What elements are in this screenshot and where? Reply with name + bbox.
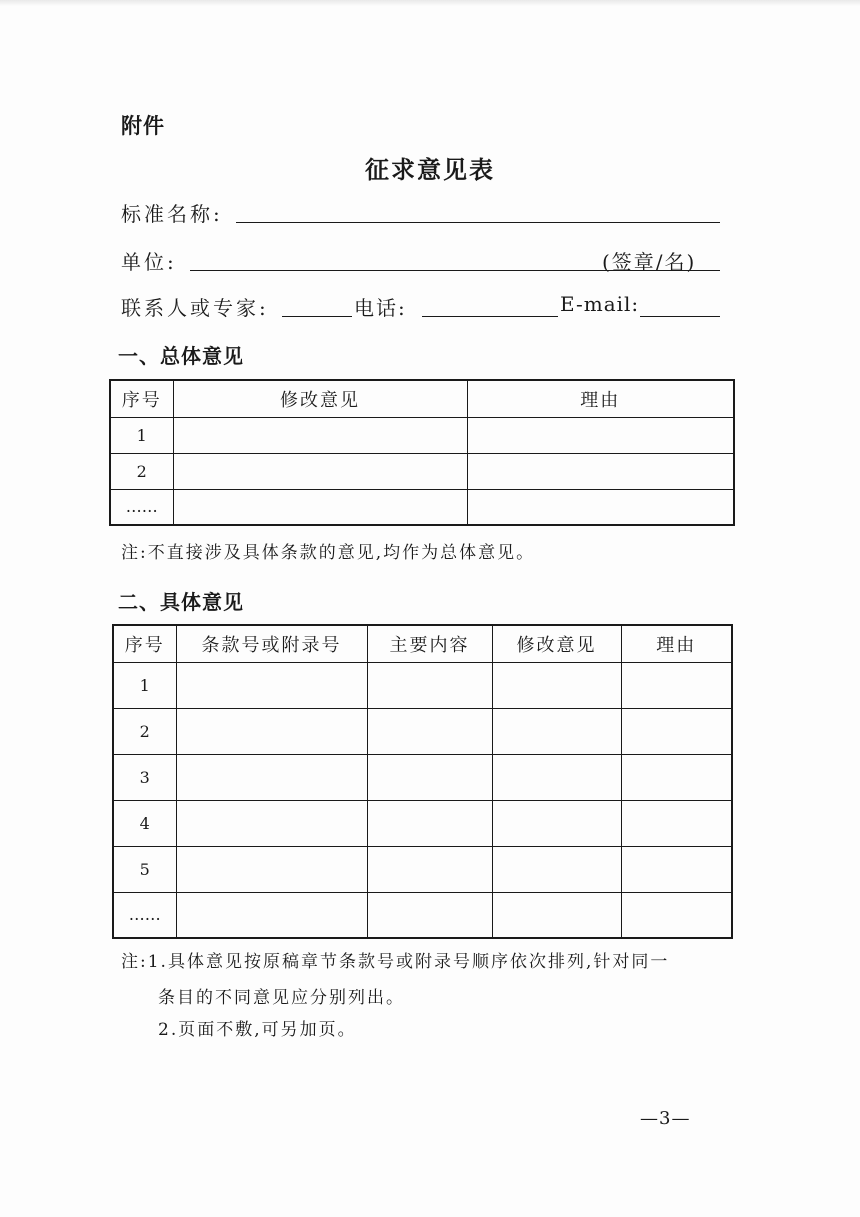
column-header: 修改意见: [173, 380, 467, 417]
row-index: 3: [113, 754, 176, 800]
general-opinions-table: [109, 379, 735, 526]
table-row: [110, 453, 734, 489]
row-index: 1: [110, 417, 173, 453]
table-cell[interactable]: [467, 417, 734, 453]
table-cell[interactable]: [176, 754, 367, 800]
column-header: 理由: [621, 625, 732, 662]
table-cell[interactable]: [367, 846, 492, 892]
column-header: 修改意见: [492, 625, 621, 662]
table-cell[interactable]: [492, 846, 621, 892]
table-row: [113, 708, 732, 754]
email-label: E-mail:: [560, 292, 640, 316]
row-index: 4: [113, 800, 176, 846]
table-header-row: [113, 625, 732, 662]
table-cell[interactable]: [173, 489, 467, 525]
table-cell[interactable]: [621, 800, 732, 846]
document-title: 征求意见表: [365, 155, 495, 184]
table-header-row: [110, 380, 734, 417]
table-cell[interactable]: [492, 708, 621, 754]
table-cell[interactable]: [173, 417, 467, 453]
row-index: 2: [110, 453, 173, 489]
table-row: [113, 662, 732, 708]
table-cell[interactable]: [176, 892, 367, 938]
row-index: 2: [113, 708, 176, 754]
table-cell[interactable]: [367, 754, 492, 800]
row-index: 1: [113, 662, 176, 708]
table-row: [113, 754, 732, 800]
standard-name-label: 标准名称:: [121, 202, 223, 226]
general-opinions-note: 注:不直接涉及具体条款的意见,均作为总体意见。: [121, 543, 536, 563]
specific-opinions-table: [112, 624, 733, 939]
unit-signature-hint: (签章/名): [602, 250, 697, 274]
table-cell[interactable]: [492, 662, 621, 708]
table-cell[interactable]: [621, 662, 732, 708]
table-cell[interactable]: [367, 800, 492, 846]
table-cell[interactable]: [621, 892, 732, 938]
row-index: 5: [113, 846, 176, 892]
table-cell[interactable]: [367, 662, 492, 708]
table-cell[interactable]: [492, 800, 621, 846]
table-cell[interactable]: [176, 800, 367, 846]
email-field[interactable]: [640, 316, 720, 317]
column-header: 主要内容: [367, 625, 492, 662]
page-edge: [0, 0, 860, 6]
page-number: —3—: [640, 1108, 691, 1129]
table-row: [110, 417, 734, 453]
table-cell[interactable]: [176, 708, 367, 754]
contact-field[interactable]: [282, 316, 352, 317]
specific-opinions-note-1: 注:1.具体意见按原稿章节条款号或附录号顺序依次排列,针对同一: [121, 952, 670, 972]
column-header: 理由: [467, 380, 734, 417]
standard-name-field[interactable]: [236, 222, 720, 223]
phone-field[interactable]: [422, 316, 558, 317]
table-cell[interactable]: [367, 708, 492, 754]
column-header: 序号: [113, 625, 176, 662]
table-cell[interactable]: [367, 892, 492, 938]
table-cell[interactable]: [621, 846, 732, 892]
table-row: [113, 800, 732, 846]
table-cell[interactable]: [467, 453, 734, 489]
column-header: 序号: [110, 380, 173, 417]
table-cell[interactable]: [492, 754, 621, 800]
row-index: ……: [110, 489, 173, 525]
table-cell[interactable]: [467, 489, 734, 525]
table-cell[interactable]: [176, 662, 367, 708]
table-row: [113, 892, 732, 938]
phone-label: 电话:: [354, 296, 407, 320]
contact-label: 联系人或专家:: [121, 296, 269, 320]
table-cell[interactable]: [621, 708, 732, 754]
table-row: [113, 846, 732, 892]
table-cell[interactable]: [173, 453, 467, 489]
specific-opinions-note-2: 2.页面不敷,可另加页。: [158, 1020, 357, 1040]
table-cell[interactable]: [621, 754, 732, 800]
annex-label: 附件: [121, 114, 165, 138]
table-row: [110, 489, 734, 525]
specific-opinions-note-1-cont: 条目的不同意见应分别列出。: [158, 988, 405, 1008]
column-header: 条款号或附录号: [176, 625, 367, 662]
table-cell[interactable]: [492, 892, 621, 938]
general-opinions-heading: 一、总体意见: [118, 344, 244, 368]
table-cell[interactable]: [176, 846, 367, 892]
unit-label: 单位:: [121, 250, 177, 274]
specific-opinions-heading: 二、具体意见: [118, 590, 244, 614]
row-index: ……: [113, 892, 176, 938]
